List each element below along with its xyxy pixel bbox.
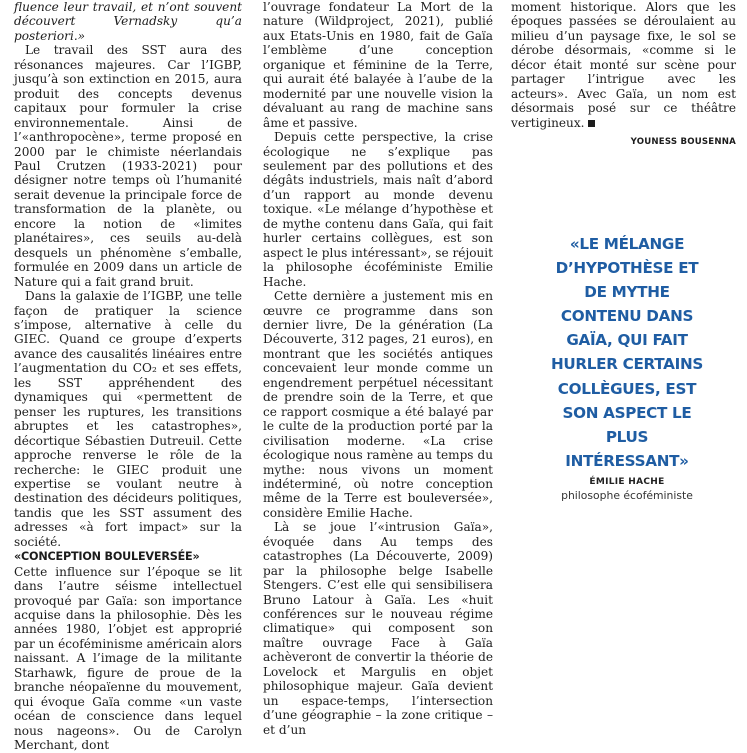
pull-quote-author: ÉMILIE HACHE xyxy=(589,476,665,487)
pull-quote xyxy=(542,232,712,502)
article-column-3 xyxy=(511,0,736,150)
paragraph: Le travail des SST aura des résonances majeures. Car l’IGBP, jusqu’à son extinction en 2015, aura produit des concepts devenus capitaux pour formuler la crise environnementale. Ainsi de l’«anthropocène», terme proposé en 2000 par le chimiste néerlandais Paul Crutzen (1933-2021) pour désigner notre temps où l’humanité serait devenue la principale force de transformation de la planète, ou encore la notion de «limites planétaires», ces seuils au-delà desquels un phénomène s’emballe, formulée en 2009 dans un article de Nature qui a fait grand bruit. xyxy=(14,43,242,289)
paragraph: Cette dernière a justement mis en œuvre ce programme dans son dernier livre, De la génération (La Découverte, 312 pages, 21 euros), en montrant que les sociétés antiques concevaient leur monde comme un engendrement perpétuel nécessitant de prendre soin de la Terre, et que ce rapport cosmique a été balayé par le culte de la production porté par la civilisation moderne. «La crise écologique nous ramène au temps du mythe: nous vivons un moment indéterminé, où notre conception même de la Terre est bouleversée», considère Emilie Hache. xyxy=(263,289,493,520)
paragraph: Dans la galaxie de l’IGBP, une telle façon de pratiquer la science s’impose, alternative à celle du GIEC. Quand ce groupe d’experts avance des causalités linéaires entre l’augmentation du CO₂ et ses effets, les SST appréhendent des dynamiques qui «permettent de penser les ruptures, les transitions abruptes et les catastrophes», décortique Sébastien Dutreuil. Cette approche renverse le rôle de la recherche: le GIEC produit une expertise se voulant neutre à destination des décideurs politiques, tandis que les SST assument des adresses «à fort impact» sur la société. xyxy=(14,289,242,549)
pull-quote-role: philosophe écoféministe xyxy=(561,488,693,502)
end-of-article-mark-icon xyxy=(588,120,595,127)
section-heading: «CONCEPTION BOULEVERSÉE» xyxy=(14,550,200,564)
article-column-2 xyxy=(263,0,493,737)
pull-quote-text: «LE MÉLANGE D’HYPOTHÈSE ET DE MYTHE CONTENU DANS GAÏA, QUI FAIT HURLER CERTAINS COLLÈGUES, EST SON ASPECT LE PLUS INTÉRESSANT» xyxy=(550,235,704,470)
paragraph: Depuis cette perspective, la crise écologique ne s’explique pas seulement par des pollutions et des dégâts industriels, mais naît d’abord d’un rapport au monde devenu toxique. «Le mélange d’hypothèse et de mythe contenu dans Gaïa, qui fait hurler certains collègues, est son aspect le plus intéressant», se réjouit la philosophe écoféministe Emilie Hache. xyxy=(263,130,493,289)
paragraph: l’ouvrage fondateur La Mort de la nature (Wildproject, 2021), publié aux Etats-Unis en 1980, fait de Gaïa l’emblème d’une conception organique et féminine de la Terre, qui aurait été balayée à l’aube de la modernité par une nouvelle vision la dévaluant au rang de machine sans âme et passive. xyxy=(263,0,493,130)
article-column-1 xyxy=(14,0,242,753)
author-byline: YOUNESS BOUSENNA xyxy=(630,137,736,148)
paragraph: Cette influence sur l’époque se lit dans l’autre séisme intellectuel provoqué par Gaïa: son importance acquise dans la philosophie. Dès les années 1980, l’objet est approprié par un écoféminisme américain alors naissant. A l’image de la militante Starhawk, figure de proue de la branche néopaïenne du mouvement, qui évoque Gaïa comme «un vaste océan de conscience dans lequel nous nageons». Ou de Carolyn Merchant, dont xyxy=(14,564,242,753)
paragraph: Là se joue l’«intrusion Gaïa», évoquée dans Au temps des catastrophes (La Découverte, 2009) par la philosophe belge Isabelle Stengers. C’est elle qui sensibilisera Bruno Latour à Gaïa. Les «huit conférences sur le nouveau régime climatique» qui composent son maître ouvrage Face à Gaïa achèveront de convertir la théorie de Lovelock et Margulis en objet philosophique majeur. Gaïa devient un espace-temps, l’intersection d’une géographie – la zone critique – et d’un xyxy=(263,520,493,737)
paragraph: moment historique. Alors que les époques passées se déroulaient au milieu d’un paysage fixe, le sol se dérobe désormais, «comme si le décor était monté sur scène pour partager l’intrigue avec les acteurs». Avec Gaïa, un nom est désormais posé sur ce théâtre vertigineux. xyxy=(511,0,736,130)
paragraph-continuation: fluence leur travail, et n’ont souvent découvert Vernadsky qu’a posteriori.» xyxy=(14,0,242,43)
